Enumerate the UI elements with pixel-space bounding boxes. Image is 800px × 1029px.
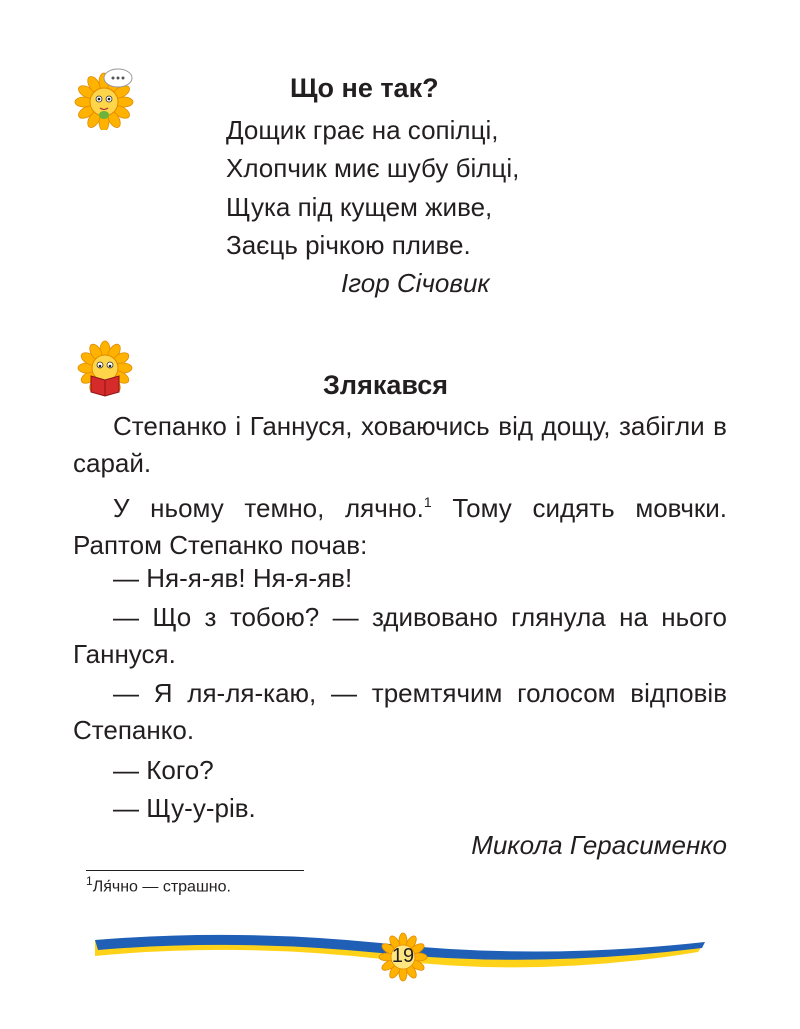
story-title: Злякався — [323, 370, 449, 400]
footnote-reference: 1 — [423, 494, 432, 510]
story-paragraph: — Я ля-ля-каю, — тремтячим голосом відповів Степанко. — [73, 678, 727, 745]
story-paragraph: — Ня-я-яв! Ня-я-яв! — [113, 563, 353, 593]
story-paragraph: Степанко і Ганнуся, ховаючись від дощу, забігли в сарай. — [73, 411, 727, 478]
story-author: Микола Герасименко — [471, 830, 727, 860]
footnote: $^1$Ля́чно — страшно. — [86, 874, 231, 896]
reading-sunflower-icon — [73, 340, 137, 400]
poem-line: Дощик грає на сопілці, — [226, 115, 499, 145]
story-paragraph: У ньому темно, лячно.$^1$ Тому сидять мовчки. Раптом Степанко почав: — [73, 493, 727, 560]
page-number: 19 — [391, 945, 415, 967]
poem-line: Хлопчик миє шубу білці, — [226, 153, 520, 183]
thinking-sunflower-icon — [74, 66, 138, 130]
story-paragraph: — Щу-у-рів. — [113, 793, 256, 823]
poem-line: Заєць річкою пливе. — [226, 230, 471, 260]
footnote-divider — [86, 870, 304, 871]
poem-title: Що не так? — [290, 73, 439, 103]
story-paragraph: — Кого? — [113, 755, 214, 785]
poem-line: Щука під кущем живе, — [226, 192, 493, 222]
poem-author: Ігор Січовик — [341, 268, 490, 298]
story-paragraph: — Що з тобою? — здивовано глянула на нього Ганнуся. — [73, 602, 727, 669]
